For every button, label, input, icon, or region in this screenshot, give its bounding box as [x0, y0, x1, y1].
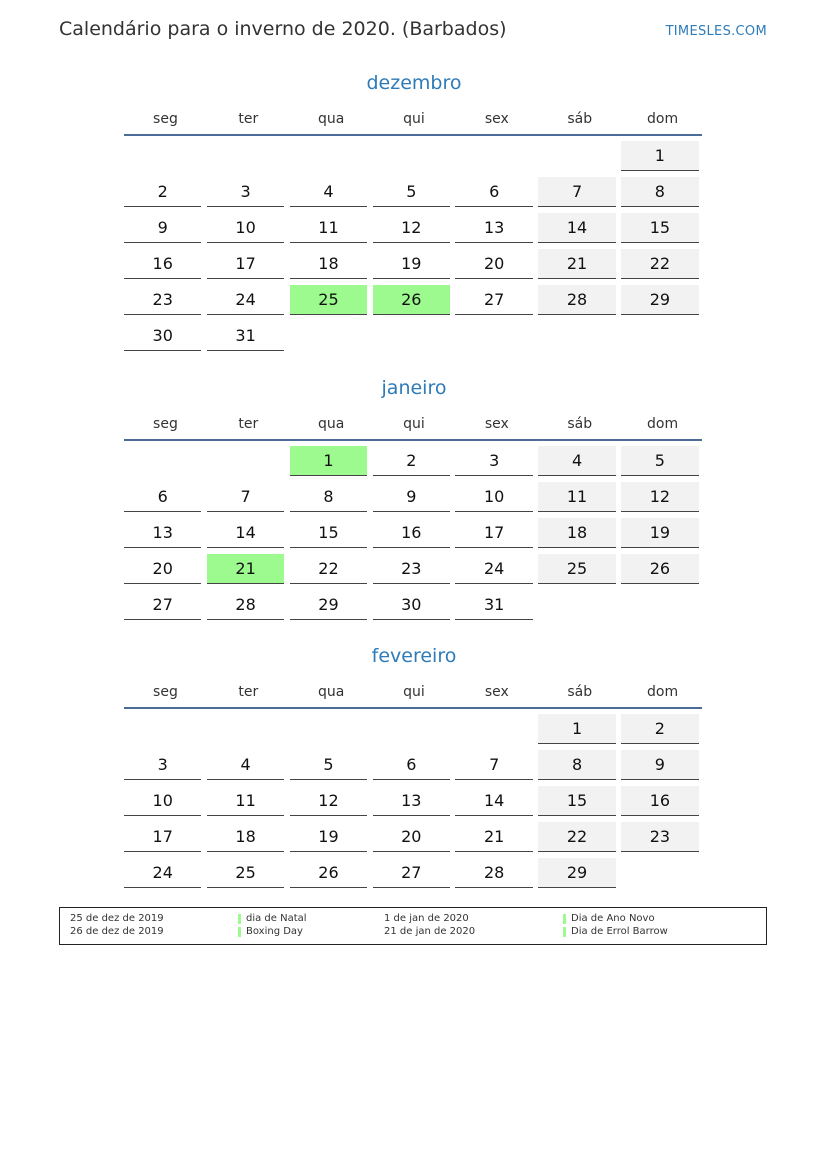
- empty-day-cell: [455, 321, 532, 351]
- weekday-label: ter: [238, 111, 259, 127]
- legend-holiday-name: Dia de Errol Barrow: [571, 926, 668, 937]
- holiday-day-cell: 1: [290, 446, 367, 476]
- empty-day-cell: [621, 321, 698, 351]
- day-cell: 11: [290, 213, 367, 243]
- header-divider: [124, 439, 702, 441]
- empty-day-cell: [207, 714, 284, 744]
- empty-day-cell: [124, 446, 201, 476]
- month-title: fevereiro: [371, 645, 457, 667]
- week-row: [124, 590, 704, 626]
- day-cell: 7: [207, 482, 284, 512]
- day-cell: 17: [455, 518, 532, 548]
- day-cell: 12: [290, 786, 367, 816]
- empty-day-cell: [207, 141, 284, 171]
- day-cell: 28: [455, 858, 532, 888]
- weekday-label: qui: [403, 684, 425, 700]
- day-cell: 13: [124, 518, 201, 548]
- day-cell: 25: [207, 858, 284, 888]
- week-row: [124, 321, 704, 357]
- weekday-label: qui: [403, 416, 425, 432]
- day-cell: 22: [290, 554, 367, 584]
- weekend-day-cell: 15: [538, 786, 615, 816]
- day-cell: 10: [207, 213, 284, 243]
- weekend-day-cell: 25: [538, 554, 615, 584]
- legend-color-swatch: [238, 927, 241, 937]
- empty-day-cell: [124, 141, 201, 171]
- weekday-label: qua: [317, 416, 345, 432]
- empty-day-cell: [538, 321, 615, 351]
- day-cell: 27: [124, 590, 201, 620]
- day-cell: 26: [290, 858, 367, 888]
- day-cell: 12: [373, 213, 450, 243]
- day-cell: 17: [207, 249, 284, 279]
- day-cell: 31: [207, 321, 284, 351]
- empty-day-cell: [455, 141, 532, 171]
- day-cell: 24: [207, 285, 284, 315]
- day-cell: 13: [373, 786, 450, 816]
- day-cell: 10: [124, 786, 201, 816]
- legend-color-swatch: [563, 914, 566, 924]
- weekday-label: sáb: [567, 416, 593, 432]
- day-cell: 18: [207, 822, 284, 852]
- weekday-header: [124, 409, 704, 439]
- month-title: dezembro: [366, 72, 462, 94]
- weekday-label: seg: [153, 684, 178, 700]
- weekday-header: [124, 104, 704, 134]
- week-row: [124, 141, 704, 177]
- weekend-day-cell: 14: [538, 213, 615, 243]
- header-divider: [124, 707, 702, 709]
- week-row: [124, 858, 704, 894]
- day-cell: 3: [207, 177, 284, 207]
- day-cell: 3: [124, 750, 201, 780]
- weekend-day-cell: 2: [621, 714, 698, 744]
- legend-color-swatch: [238, 914, 241, 924]
- day-cell: 29: [290, 590, 367, 620]
- day-cell: 31: [455, 590, 532, 620]
- day-cell: 24: [124, 858, 201, 888]
- empty-day-cell: [373, 321, 450, 351]
- day-cell: 10: [455, 482, 532, 512]
- weekday-label: ter: [238, 684, 259, 700]
- day-cell: 6: [373, 750, 450, 780]
- day-cell: 5: [290, 750, 367, 780]
- empty-day-cell: [290, 714, 367, 744]
- weekday-label: qua: [317, 684, 345, 700]
- weekday-label: seg: [153, 416, 178, 432]
- weekend-day-cell: 16: [621, 786, 698, 816]
- day-cell: 11: [207, 786, 284, 816]
- empty-day-cell: [373, 141, 450, 171]
- month-calendar: [124, 68, 704, 357]
- weekend-day-cell: 28: [538, 285, 615, 315]
- weekend-day-cell: 21: [538, 249, 615, 279]
- empty-day-cell: [373, 714, 450, 744]
- week-row: [124, 518, 704, 554]
- day-cell: 15: [290, 518, 367, 548]
- holiday-day-cell: 26: [373, 285, 450, 315]
- legend-holiday-name: Boxing Day: [246, 926, 303, 937]
- legend-date: 21 de jan de 2020: [384, 926, 476, 937]
- day-cell: 19: [373, 249, 450, 279]
- weekend-day-cell: 11: [538, 482, 615, 512]
- day-cell: 3: [455, 446, 532, 476]
- weekend-day-cell: 12: [621, 482, 698, 512]
- weekday-label: sex: [484, 684, 509, 700]
- holiday-day-cell: 21: [207, 554, 284, 584]
- empty-day-cell: [290, 321, 367, 351]
- page-title: Calendário para o inverno de 2020. (Barbados): [59, 18, 507, 40]
- day-cell: 6: [455, 177, 532, 207]
- day-cell: 30: [373, 590, 450, 620]
- empty-day-cell: [538, 141, 615, 171]
- weekday-label: qui: [403, 111, 425, 127]
- day-grid: [124, 446, 704, 626]
- weekday-label: dom: [647, 416, 679, 432]
- day-cell: 8: [290, 482, 367, 512]
- day-cell: 6: [124, 482, 201, 512]
- weekend-day-cell: 1: [538, 714, 615, 744]
- holiday-legend: [59, 907, 767, 945]
- day-cell: 20: [124, 554, 201, 584]
- day-grid: [124, 714, 704, 894]
- weekend-day-cell: 7: [538, 177, 615, 207]
- day-cell: 17: [124, 822, 201, 852]
- day-cell: 19: [290, 822, 367, 852]
- empty-day-cell: [621, 590, 698, 620]
- day-cell: 28: [207, 590, 284, 620]
- empty-day-cell: [290, 141, 367, 171]
- day-cell: 2: [124, 177, 201, 207]
- week-row: [124, 482, 704, 518]
- day-cell: 4: [207, 750, 284, 780]
- day-cell: 30: [124, 321, 201, 351]
- week-row: [124, 249, 704, 285]
- day-cell: 21: [455, 822, 532, 852]
- legend-date: 25 de dez de 2019: [70, 913, 164, 924]
- month-calendar: [124, 373, 704, 626]
- day-cell: 13: [455, 213, 532, 243]
- empty-day-cell: [124, 714, 201, 744]
- day-cell: 20: [455, 249, 532, 279]
- day-cell: 2: [373, 446, 450, 476]
- empty-day-cell: [455, 714, 532, 744]
- legend-color-swatch: [563, 927, 566, 937]
- weekend-day-cell: 15: [621, 213, 698, 243]
- weekend-day-cell: 19: [621, 518, 698, 548]
- brand-link[interactable]: TIMESLES.COM: [665, 24, 767, 39]
- weekday-label: ter: [238, 416, 259, 432]
- day-cell: 9: [373, 482, 450, 512]
- week-row: [124, 554, 704, 590]
- weekend-day-cell: 9: [621, 750, 698, 780]
- day-cell: 20: [373, 822, 450, 852]
- empty-day-cell: [621, 858, 698, 888]
- week-row: [124, 177, 704, 213]
- day-cell: 4: [290, 177, 367, 207]
- month-calendar: [124, 641, 704, 894]
- weekend-day-cell: 8: [538, 750, 615, 780]
- empty-day-cell: [207, 446, 284, 476]
- legend-date: 26 de dez de 2019: [70, 926, 164, 937]
- weekend-day-cell: 22: [538, 822, 615, 852]
- legend-holiday-name: dia de Natal: [246, 913, 307, 924]
- legend-holiday-name: Dia de Ano Novo: [571, 913, 655, 924]
- weekend-day-cell: 5: [621, 446, 698, 476]
- week-row: [124, 786, 704, 822]
- weekday-label: sáb: [567, 111, 593, 127]
- day-cell: 9: [124, 213, 201, 243]
- week-row: [124, 750, 704, 786]
- day-cell: 24: [455, 554, 532, 584]
- day-cell: 23: [373, 554, 450, 584]
- day-cell: 18: [290, 249, 367, 279]
- week-row: [124, 285, 704, 321]
- weekend-day-cell: 29: [538, 858, 615, 888]
- day-cell: 7: [455, 750, 532, 780]
- weekend-day-cell: 26: [621, 554, 698, 584]
- weekday-label: sáb: [567, 684, 593, 700]
- weekend-day-cell: 1: [621, 141, 698, 171]
- weekend-day-cell: 8: [621, 177, 698, 207]
- day-cell: 16: [124, 249, 201, 279]
- weekday-label: dom: [647, 684, 679, 700]
- day-cell: 14: [455, 786, 532, 816]
- weekday-label: seg: [153, 111, 178, 127]
- month-title: janeiro: [381, 377, 447, 399]
- week-row: [124, 446, 704, 482]
- weekday-label: sex: [484, 416, 509, 432]
- day-cell: 27: [455, 285, 532, 315]
- day-grid: [124, 141, 704, 357]
- weekend-day-cell: 4: [538, 446, 615, 476]
- weekday-label: sex: [484, 111, 509, 127]
- weekend-day-cell: 29: [621, 285, 698, 315]
- day-cell: 5: [373, 177, 450, 207]
- week-row: [124, 714, 704, 750]
- day-cell: 27: [373, 858, 450, 888]
- weekend-day-cell: 23: [621, 822, 698, 852]
- holiday-day-cell: 25: [290, 285, 367, 315]
- week-row: [124, 822, 704, 858]
- day-cell: 14: [207, 518, 284, 548]
- weekday-header: [124, 677, 704, 707]
- weekday-label: dom: [647, 111, 679, 127]
- empty-day-cell: [538, 590, 615, 620]
- header-divider: [124, 134, 702, 136]
- week-row: [124, 213, 704, 249]
- day-cell: 23: [124, 285, 201, 315]
- weekend-day-cell: 18: [538, 518, 615, 548]
- weekday-label: qua: [317, 111, 345, 127]
- legend-date: 1 de jan de 2020: [384, 913, 469, 924]
- weekend-day-cell: 22: [621, 249, 698, 279]
- day-cell: 16: [373, 518, 450, 548]
